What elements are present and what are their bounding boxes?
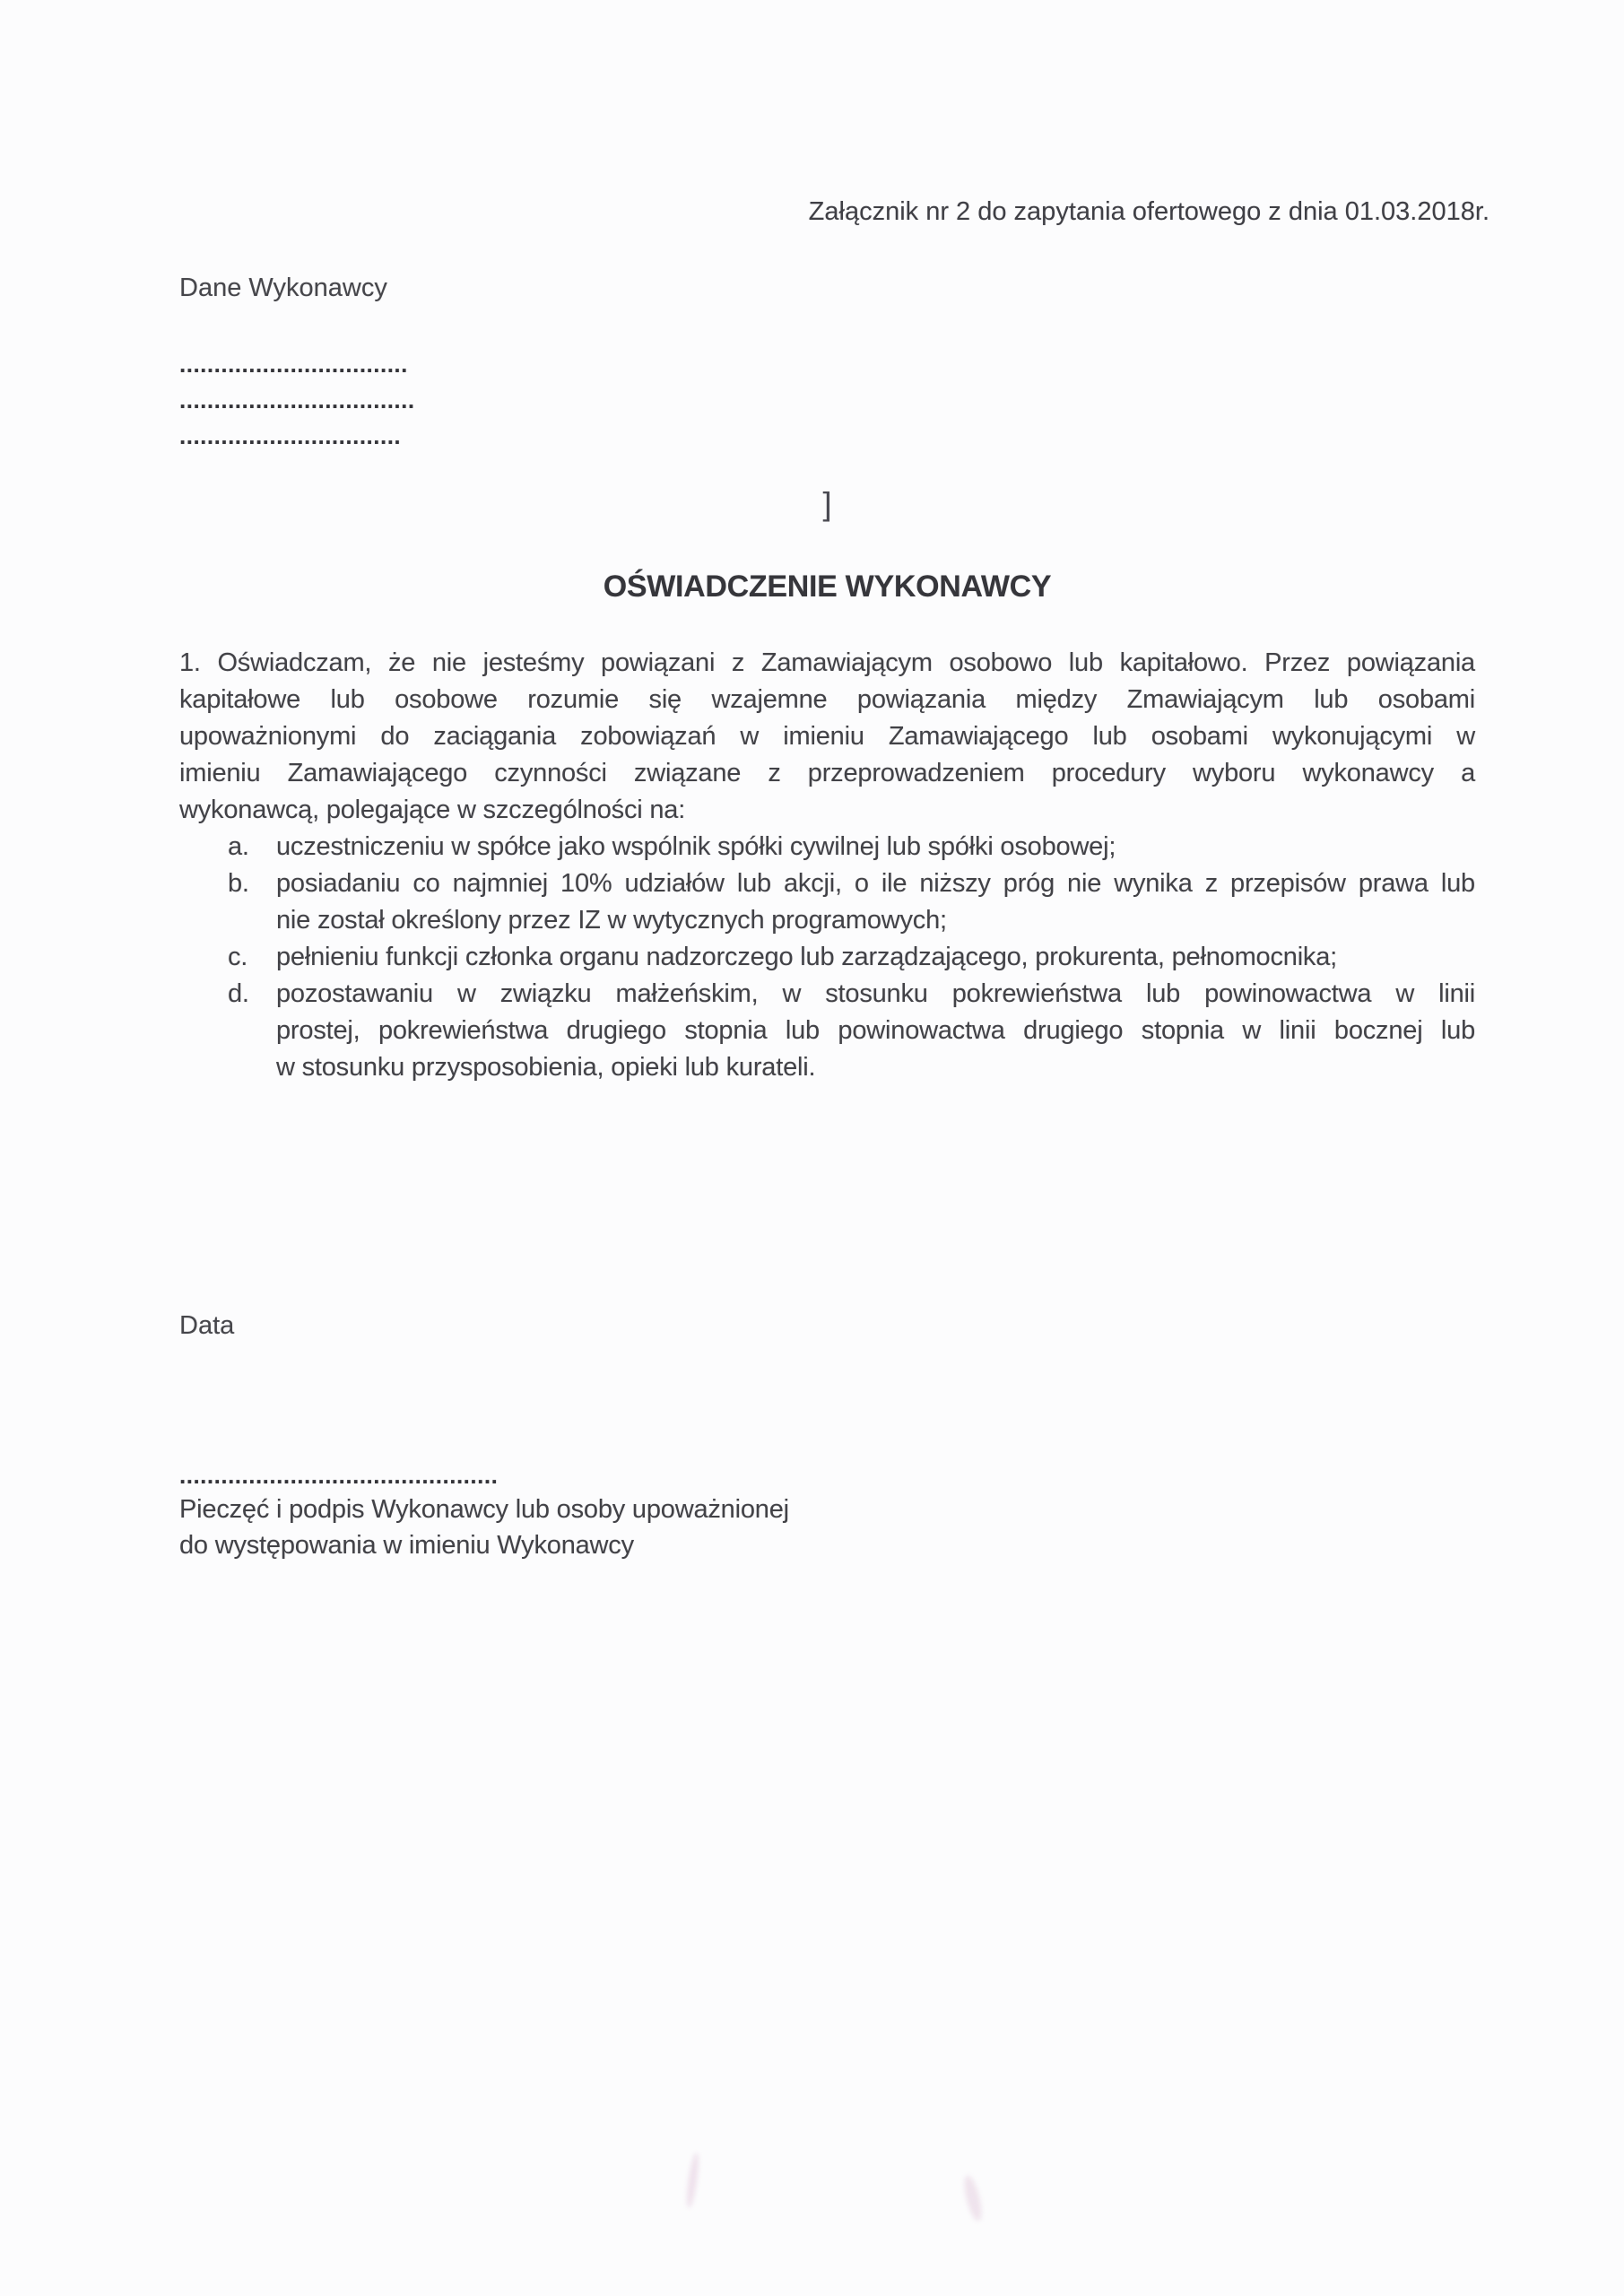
document-title: OŚWIADCZENIE WYKONAWCY	[603, 570, 1052, 604]
statement-list-item-d	[179, 976, 1475, 1086]
contractor-blank-line-3: ................................	[179, 422, 402, 449]
text-line: pełnieniu funkcji członka organu nadzorczego lub zarządzającego, prokurenta, pełnomocnika;	[276, 943, 1338, 971]
text-line: kapitałowe lub osobowe rozumie się wzajemne powiązania między Zmawiającym lub osobami	[179, 685, 1475, 714]
contractor-data-label: Dane Wykonawcy	[179, 274, 387, 302]
scan-smudge-artifact	[961, 2174, 985, 2222]
list-item-d-text	[276, 976, 1475, 1086]
list-item-a-text	[276, 829, 1475, 865]
statement-list-item-a	[179, 829, 1475, 865]
list-marker-b: b.	[228, 869, 249, 898]
text-line: upoważnionymi do zaciągania zobowiązań w imieniu Zamawiającego lub osobami wykonującymi w	[179, 722, 1475, 751]
attachment-reference-note: Załącznik nr 2 do zapytania ofertowego z dnia 01.03.2018r.	[808, 197, 1489, 226]
text-line: prostej, pokrewieństwa drugiego stopnia lub powinowactwa drugiego stopnia w linii bocznej lub	[276, 1016, 1475, 1045]
contractor-blank-line-1: .................................	[179, 351, 408, 378]
list-marker-c: c.	[228, 943, 248, 971]
stray-bracket-character: ]	[822, 485, 832, 522]
statement-list-item-b	[179, 865, 1475, 939]
scan-smudge-artifact	[685, 2152, 701, 2209]
contractor-blank-line-2: ..................................	[179, 387, 415, 413]
text-line: nie został określony przez IZ w wytycznych programowych;	[276, 906, 947, 935]
list-item-c-text	[276, 939, 1475, 976]
signature-blank-line: ..............................................	[179, 1462, 499, 1489]
statement-list-item-c	[179, 939, 1475, 976]
date-label: Data	[179, 1311, 235, 1340]
statement-body	[179, 645, 1475, 1086]
text-line: 1. Oświadczam, że nie jesteśmy powiązani z Zamawiającym osobowo lub kapitałowo. Przez powiązania	[179, 648, 1475, 677]
text-line: w stosunku przysposobienia, opieki lub kurateli.	[276, 1053, 816, 1082]
statement-intro-paragraph	[179, 645, 1475, 829]
list-marker-a: a.	[228, 832, 249, 861]
text-line: pozostawaniu w związku małżeńskim, w stosunku pokrewieństwa lub powinowactwa w linii	[276, 979, 1475, 1008]
text-line: imieniu Zamawiającego czynności związane z przeprowadzeniem procedury wyboru wykonawcy a	[179, 759, 1475, 787]
list-marker-d: d.	[228, 979, 249, 1008]
signature-caption-line-2: do występowania w imieniu Wykonawcy	[179, 1531, 634, 1560]
list-item-b-text	[276, 865, 1475, 939]
signature-caption-line-1: Pieczęć i podpis Wykonawcy lub osoby upoważnionej	[179, 1495, 789, 1524]
text-line: uczestniczeniu w spółce jako wspólnik spółki cywilnej lub spółki osobowej;	[276, 832, 1116, 861]
text-line: wykonawcą, polegające w szczególności na:	[179, 796, 686, 824]
text-line: posiadaniu co najmniej 10% udziałów lub akcji, o ile niższy próg nie wynika z przepisów prawa lub	[276, 869, 1475, 898]
signature-caption	[179, 1492, 789, 1563]
